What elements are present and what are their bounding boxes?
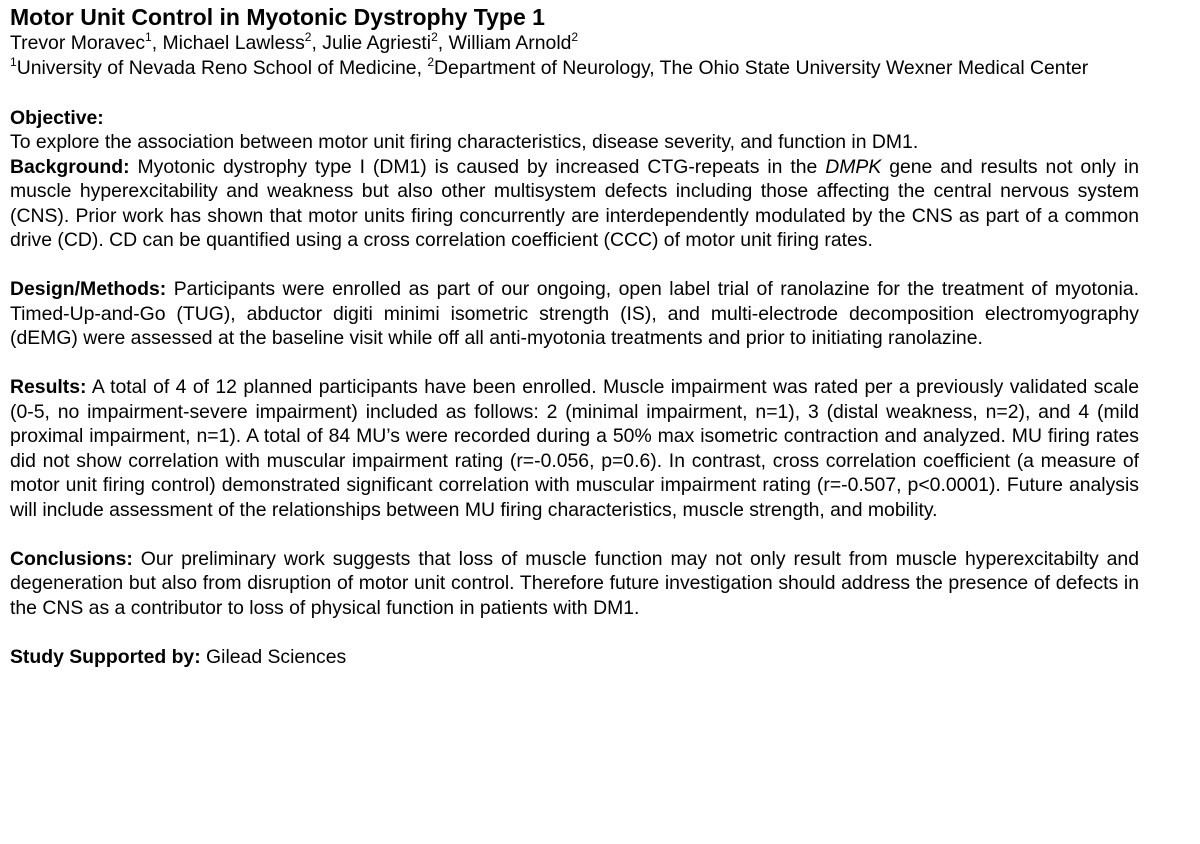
- affiliation-marker: 2: [571, 30, 579, 44]
- spacer: [10, 620, 1139, 645]
- conclusions-section: [10, 547, 1139, 621]
- background-text: Myotonic dystrophy type I (DM1) is caused by increased CTG-repeats in the: [129, 155, 826, 178]
- affiliation-number: 2: [427, 55, 435, 69]
- support-section: [10, 645, 1139, 670]
- results-heading: Results:: [10, 376, 87, 398]
- gene-name: DMPK: [825, 155, 882, 178]
- author: Michael Lawless$^2$,: [162, 30, 323, 54]
- methods-section: [10, 277, 1139, 351]
- background-heading: Background:: [10, 155, 130, 178]
- affiliation: $^1$University of Nevada Reno School of Medicine,: [10, 55, 428, 79]
- results-text: A total of 4 of 12 planned participants have been enrolled. Muscle impairment was rated per a previously validated scale (0-5, no impairment-severe impairment) included as follows: 2 (minimal impairment, n=1), 3 (distal weakness, n=2), and 4 (mild proximal impairment, n=1). A total of 84 MU’s were recorded during a 50% max isometric contraction and analyzed. MU firing rates did not show correlation with muscular impairment rating (r=-0.056, p=0.6). In contrast, cross correlation coefficient (a measure of motor unit firing control) demonstrated significant correlation with muscular impairment rating (r=-0.507, p<0.0001). Future analysis will include assessment of the relationships between MU firing characteristics, muscle strength, and mobility.: [10, 376, 1139, 521]
- objective-heading: Objective:: [10, 106, 104, 129]
- paper-title: Motor Unit Control in Myotonic Dystrophy Type 1: [10, 4, 545, 30]
- spacer: [10, 351, 1139, 376]
- author-list: [10, 31, 1139, 56]
- objective-section: [10, 106, 1139, 155]
- spacer: [10, 522, 1139, 547]
- background-section: [10, 155, 1139, 253]
- objective-text: To explore the association between motor unit firing characteristics, disease severity, and function in DM1.: [10, 131, 919, 153]
- conclusions-heading: Conclusions:: [10, 547, 133, 570]
- affiliation-marker: 2: [431, 30, 438, 44]
- methods-heading: Design/Methods:: [10, 278, 167, 300]
- affiliation-marker: 2: [304, 30, 312, 44]
- support-text: Gilead Sciences: [200, 645, 347, 668]
- author: Trevor Moravec$^1$,: [10, 30, 163, 54]
- affiliation-number: 1: [10, 55, 17, 69]
- author: Julie Agriesti$^2$,: [322, 30, 449, 54]
- conclusions-text: Our preliminary work suggests that loss of muscle function may not only result from muscle hyperexcitabilty and degeneration but also from disruption of motor unit control. Therefore future investigation should address the presence of defects in the CNS as a contributor to loss of physical function in patients with DM1.: [10, 547, 1139, 619]
- spacer: [10, 81, 1139, 106]
- affiliation-list: [10, 56, 1139, 81]
- methods-text: Participants were enrolled as part of our ongoing, open label trial of ranolazine for the treatment of myotonia. Timed-Up-and-Go (TUG), abductor digiti minimi isometric strength (IS), and multi-electrode decomposition electromyography (dEMG) were assessed at the baseline visit while off all anti-myotonia treatments and prior to initiating ranolazine.: [10, 278, 1139, 349]
- background-text-cont: gene and results not only in muscle hyperexcitability and weakness but also other multisystem defects including those affecting the central nervous system (CNS). Prior work has shown that motor units firing concurrently are interdependently modulated by the CNS as part of a common drive (CD). CD can be quantified using a cross correlation coefficient (CCC) of motor unit firing rates.: [10, 155, 1139, 251]
- support-heading: Study Supported by:: [10, 645, 201, 668]
- results-section: [10, 375, 1139, 522]
- affiliation: $^2$Department of Neurology, The Ohio State University Wexner Medical Center: [427, 55, 1089, 79]
- affiliation-marker: 1: [145, 30, 152, 44]
- author: William Arnold$^2$: [448, 30, 579, 54]
- spacer: [10, 253, 1139, 278]
